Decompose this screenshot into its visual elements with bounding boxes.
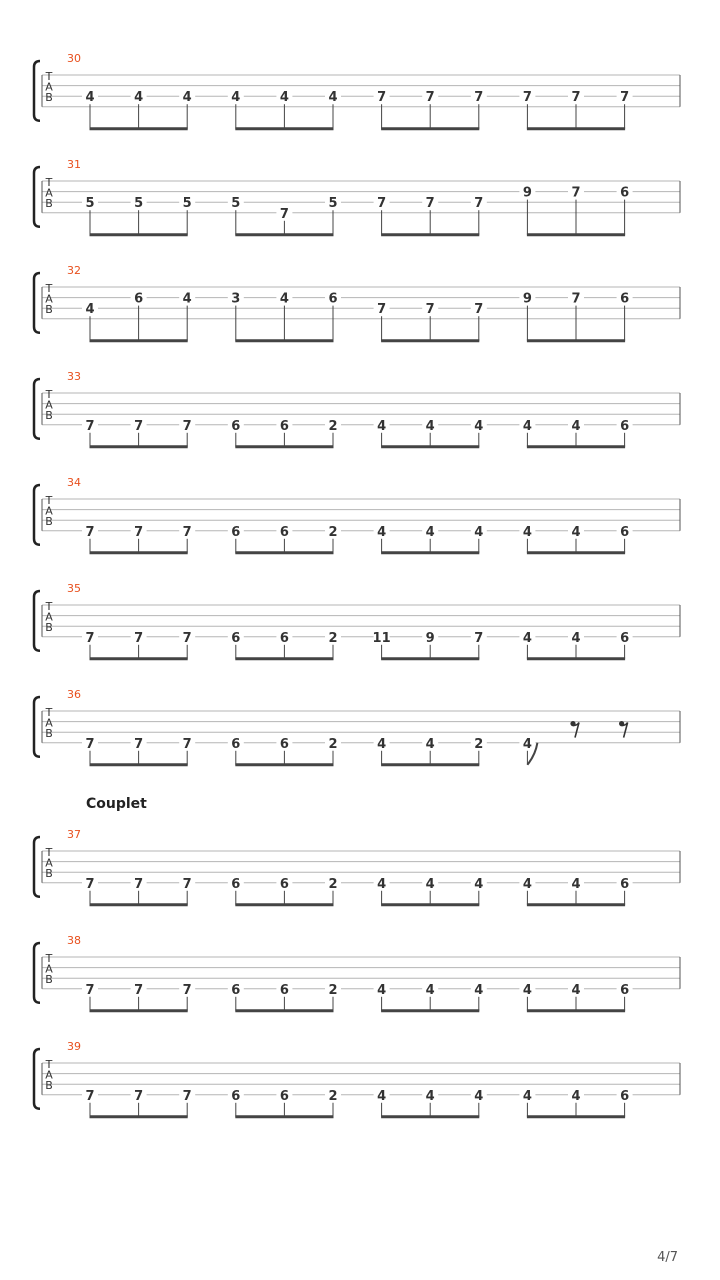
fret-number: 7	[134, 524, 144, 540]
fret-number: 6	[279, 418, 289, 434]
fret-number: 4	[231, 90, 241, 106]
fret-number: 9	[522, 185, 532, 201]
fret-number: 4	[571, 630, 581, 646]
tab-clef-letter: B	[45, 621, 53, 635]
fret-number: 4	[279, 90, 289, 106]
fret-number: 4	[425, 982, 435, 998]
fret-number: 4	[474, 524, 484, 540]
fret-number: 7	[425, 302, 435, 318]
tab-clef-letter: T	[45, 952, 53, 965]
fret-number: 4	[377, 876, 387, 892]
measure-number: 32	[67, 264, 81, 277]
tab-clef-letter: T	[45, 494, 53, 507]
fret-number: 2	[328, 876, 338, 892]
fret-number: 6	[279, 524, 289, 540]
fret-number: 3	[231, 291, 241, 307]
tab-clef-letter: A	[45, 962, 53, 976]
system-bracket	[34, 1049, 40, 1109]
fret-number: 5	[85, 196, 95, 212]
fret-number: 6	[231, 418, 241, 434]
page-number: 4/7	[657, 1250, 678, 1265]
measure-number: 39	[67, 1040, 81, 1053]
fret-number: 7	[134, 630, 144, 646]
fret-number: 4	[522, 524, 532, 540]
tab-clef-letter: B	[45, 303, 53, 317]
tab-clef-letter: T	[45, 706, 53, 719]
fret-number: 2	[474, 736, 484, 752]
fret-number: 7	[182, 736, 192, 752]
tab-clef-letter: T	[45, 70, 53, 83]
system-bracket	[34, 167, 40, 227]
measure-number: 31	[67, 158, 81, 171]
fret-number: 7	[134, 1088, 144, 1104]
fret-number: 7	[85, 736, 95, 752]
fret-number: 4	[134, 90, 144, 106]
fret-number: 9	[425, 630, 435, 646]
tab-clef-letter: A	[45, 504, 53, 518]
tab-clef-letter: B	[45, 515, 53, 529]
tab-clef-letter: B	[45, 973, 53, 987]
fret-number: 7	[279, 206, 289, 222]
tab-clef-letter: T	[45, 388, 53, 401]
fret-number: 6	[231, 524, 241, 540]
fret-number: 7	[182, 524, 192, 540]
fret-number: 4	[474, 876, 484, 892]
system-bracket	[34, 379, 40, 439]
fret-number: 6	[231, 982, 241, 998]
fret-number: 4	[377, 982, 387, 998]
fret-number: 5	[231, 196, 241, 212]
fret-number: 4	[182, 90, 192, 106]
fret-number: 4	[474, 418, 484, 434]
measure-number: 38	[67, 934, 81, 947]
fret-number: 4	[425, 736, 435, 752]
fret-number: 7	[425, 90, 435, 106]
fret-number: 6	[620, 1088, 630, 1104]
fret-number: 6	[279, 630, 289, 646]
fret-number: 7	[377, 90, 387, 106]
fret-number: 6	[279, 876, 289, 892]
fret-number: 4	[474, 1088, 484, 1104]
fret-number: 7	[425, 196, 435, 212]
fret-number: 4	[571, 1088, 581, 1104]
fret-number: 7	[571, 185, 581, 201]
fret-number: 7	[85, 876, 95, 892]
tab-clef-letter: A	[45, 856, 53, 870]
tab-clef-letter: T	[45, 282, 53, 295]
fret-number: 4	[377, 1088, 387, 1104]
fret-number: 5	[134, 196, 144, 212]
eighth-rest	[573, 723, 579, 738]
fret-number: 7	[85, 524, 95, 540]
fret-number: 4	[425, 524, 435, 540]
tab-clef-letter: T	[45, 1058, 53, 1071]
fret-number: 7	[474, 196, 484, 212]
fret-number: 4	[182, 291, 192, 307]
fret-number: 4	[522, 418, 532, 434]
tab-clef-letter: A	[45, 186, 53, 200]
fret-number: 6	[231, 876, 241, 892]
measure-number: 36	[67, 688, 81, 701]
fret-number: 6	[279, 1088, 289, 1104]
fret-number: 4	[425, 418, 435, 434]
system-bracket	[34, 943, 40, 1003]
fret-number: 4	[474, 982, 484, 998]
fret-number: 7	[620, 90, 630, 106]
fret-number: 4	[279, 291, 289, 307]
tab-clef-letter: A	[45, 716, 53, 730]
fret-number: 11	[372, 630, 391, 646]
fret-number: 6	[620, 291, 630, 307]
fret-number: 9	[522, 291, 532, 307]
fret-number: 7	[134, 736, 144, 752]
fret-number: 6	[279, 982, 289, 998]
fret-number: 4	[328, 90, 338, 106]
fret-number: 7	[182, 876, 192, 892]
fret-number: 4	[522, 982, 532, 998]
fret-number: 4	[571, 418, 581, 434]
fret-number: 7	[182, 418, 192, 434]
fret-number: 7	[474, 90, 484, 106]
fret-number: 7	[377, 196, 387, 212]
system-bracket	[34, 273, 40, 333]
tab-clef-letter: B	[45, 1079, 53, 1093]
fret-number: 7	[85, 982, 95, 998]
fret-number: 2	[328, 1088, 338, 1104]
measure-number: 35	[67, 582, 81, 595]
fret-number: 7	[85, 630, 95, 646]
fret-number: 4	[85, 302, 95, 318]
fret-number: 4	[571, 982, 581, 998]
tab-clef-letter: A	[45, 398, 53, 412]
tab-clef-letter: A	[45, 80, 53, 94]
fret-number: 4	[571, 876, 581, 892]
fret-number: 4	[425, 1088, 435, 1104]
system-bracket	[34, 485, 40, 545]
fret-number: 6	[279, 736, 289, 752]
system-bracket	[34, 697, 40, 757]
fret-number: 7	[182, 630, 192, 646]
fret-number: 5	[182, 196, 192, 212]
tab-clef-letter: B	[45, 197, 53, 211]
fret-number: 7	[134, 876, 144, 892]
fret-number: 6	[231, 630, 241, 646]
fret-number: 4	[85, 90, 95, 106]
fret-number: 2	[328, 736, 338, 752]
tab-clef-letter: T	[45, 846, 53, 859]
fret-number: 7	[522, 90, 532, 106]
fret-number: 7	[85, 418, 95, 434]
fret-number: 6	[134, 291, 144, 307]
fret-number: 6	[620, 185, 630, 201]
tab-clef-letter: A	[45, 610, 53, 624]
fret-number: 4	[522, 736, 532, 752]
fret-number: 7	[474, 302, 484, 318]
fret-number: 6	[231, 1088, 241, 1104]
eighth-rest	[622, 723, 628, 738]
fret-number: 4	[522, 876, 532, 892]
fret-number: 4	[522, 630, 532, 646]
system-bracket	[34, 61, 40, 121]
measure-number: 30	[67, 52, 81, 65]
fret-number: 4	[522, 1088, 532, 1104]
system-bracket	[34, 591, 40, 651]
fret-number: 7	[377, 302, 387, 318]
fret-number: 7	[182, 1088, 192, 1104]
tab-clef-letter: B	[45, 409, 53, 423]
fret-number: 6	[328, 291, 338, 307]
fret-number: 2	[328, 630, 338, 646]
fret-number: 4	[377, 418, 387, 434]
tab-clef-letter: T	[45, 176, 53, 189]
fret-number: 7	[571, 291, 581, 307]
fret-number: 2	[328, 524, 338, 540]
fret-number: 7	[134, 982, 144, 998]
fret-number: 6	[620, 876, 630, 892]
fret-number: 7	[182, 982, 192, 998]
fret-number: 2	[328, 982, 338, 998]
system-bracket	[34, 837, 40, 897]
fret-number: 4	[571, 524, 581, 540]
measure-number: 33	[67, 370, 81, 383]
fret-number: 6	[620, 418, 630, 434]
tab-clef-letter: A	[45, 292, 53, 306]
fret-number: 7	[85, 1088, 95, 1104]
measure-number: 34	[67, 476, 81, 489]
fret-number: 5	[328, 196, 338, 212]
section-label: Couplet	[86, 796, 147, 812]
tab-clef-letter: T	[45, 600, 53, 613]
fret-number: 4	[377, 524, 387, 540]
tab-clef-letter: B	[45, 867, 53, 881]
fret-number: 6	[620, 630, 630, 646]
fret-number: 4	[377, 736, 387, 752]
fret-number: 7	[571, 90, 581, 106]
tab-clef-letter: B	[45, 727, 53, 741]
fret-number: 7	[134, 418, 144, 434]
fret-number: 4	[425, 876, 435, 892]
fret-number: 6	[620, 524, 630, 540]
fret-number: 2	[328, 418, 338, 434]
measure-number: 37	[67, 828, 81, 841]
fret-number: 7	[474, 630, 484, 646]
tab-clef-letter: A	[45, 1068, 53, 1082]
fret-number: 6	[231, 736, 241, 752]
tab-clef-letter: B	[45, 91, 53, 105]
fret-number: 6	[620, 982, 630, 998]
